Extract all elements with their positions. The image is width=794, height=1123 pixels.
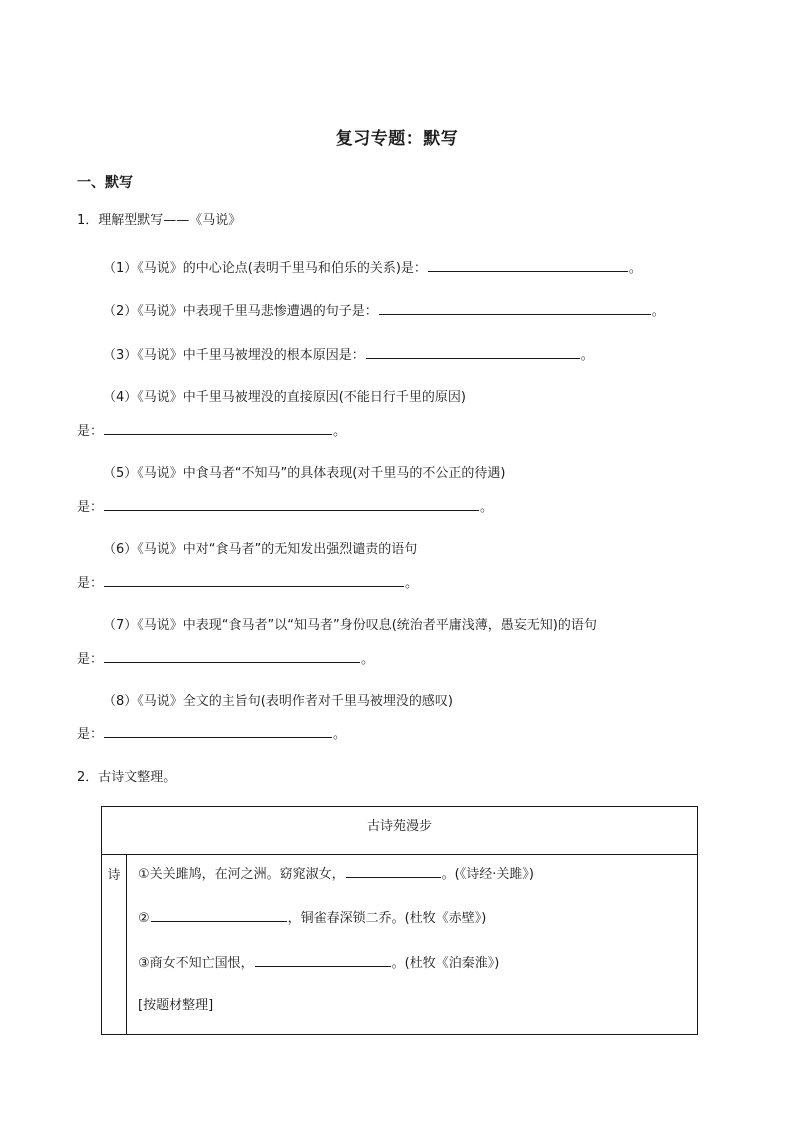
answer-prefix: 是： — [77, 576, 104, 591]
poem-line — [138, 997, 213, 1015]
poem-line — [138, 864, 534, 884]
answer-prefix: 是： — [77, 500, 104, 515]
question-item — [103, 345, 594, 365]
question-end: 。 — [405, 576, 419, 591]
poem-source: ，铜雀春深锁二乔。(杜牧《赤壁》) — [287, 911, 487, 926]
answer-prefix: 是： — [77, 652, 104, 667]
answer-blank[interactable] — [104, 421, 332, 435]
poem-line — [138, 908, 486, 928]
question-end: 。 — [333, 424, 347, 439]
answer-blank[interactable] — [104, 724, 332, 738]
question-2-heading: 2．古诗文整理。 — [77, 770, 177, 785]
answer-blank[interactable] — [151, 908, 287, 922]
answer-line — [77, 649, 374, 669]
question-text: （3）《马说》中千里马被埋没的根本原因是： — [103, 348, 365, 363]
question-end: 。 — [651, 304, 665, 319]
question-item — [103, 301, 665, 321]
answer-blank[interactable] — [379, 301, 651, 315]
answer-prefix: 是： — [77, 727, 104, 742]
question-text: （4）《马说》中千里马被埋没的直接原因(不能日行千里的原因) — [103, 390, 466, 405]
answer-blank[interactable] — [428, 258, 628, 272]
poem-line — [138, 953, 499, 973]
poem-text: ①关关雎鸠，在河之洲。窈窕淑女， — [138, 867, 345, 882]
question-end: 。 — [580, 348, 594, 363]
question-text: （7）《马说》中表现“食马者”以“知马者”身份叹息(统治者平庸浅薄，愚妄无知)的语句 — [103, 618, 597, 633]
answer-line — [77, 573, 418, 593]
answer-blank[interactable] — [366, 345, 580, 359]
page-title: 复习专题：默写 — [335, 129, 459, 149]
poem-text: [按题材整理] — [138, 998, 214, 1013]
poem-text: ② — [138, 911, 150, 926]
section-heading: 一、默写 — [77, 175, 133, 191]
answer-line — [77, 421, 346, 441]
poem-table — [101, 806, 698, 1035]
question-item — [103, 258, 642, 278]
question-text: （5）《马说》中食马者“不知马”的具体表现(对千里马的不公正的待遇) — [103, 466, 506, 481]
answer-line — [77, 497, 493, 517]
poem-text: ③商女不知亡国恨， — [138, 956, 254, 971]
question-text: （2）《马说》中表现千里马悲惨遭遇的句子是： — [103, 304, 378, 319]
poem-source: 。(杜牧《泊秦淮》) — [391, 956, 500, 971]
question-text: （8）《马说》全文的主旨句(表明作者对千里马被埋没的感叹) — [103, 694, 453, 709]
answer-line — [77, 724, 346, 744]
question-end: 。 — [628, 261, 642, 276]
question-1-heading: 1．理解型默写——《马说》 — [77, 213, 242, 228]
table-title: 古诗苑漫步 — [102, 807, 697, 855]
table-side-label: 诗 — [102, 855, 127, 1034]
question-end: 。 — [333, 727, 347, 742]
poem-source: 。(《诗经·关雎》) — [441, 867, 534, 882]
answer-blank[interactable] — [104, 573, 404, 587]
question-end: 。 — [480, 500, 494, 515]
answer-prefix: 是： — [77, 424, 104, 439]
answer-blank[interactable] — [104, 497, 479, 511]
question-end: 。 — [361, 652, 375, 667]
question-text: （6）《马说》中对“食马者”的无知发出强烈谴责的语句 — [103, 542, 418, 557]
answer-blank[interactable] — [104, 649, 360, 663]
answer-blank[interactable] — [346, 864, 441, 878]
question-text: （1）《马说》的中心论点(表明千里马和伯乐的关系)是： — [103, 261, 427, 276]
answer-blank[interactable] — [255, 953, 391, 967]
